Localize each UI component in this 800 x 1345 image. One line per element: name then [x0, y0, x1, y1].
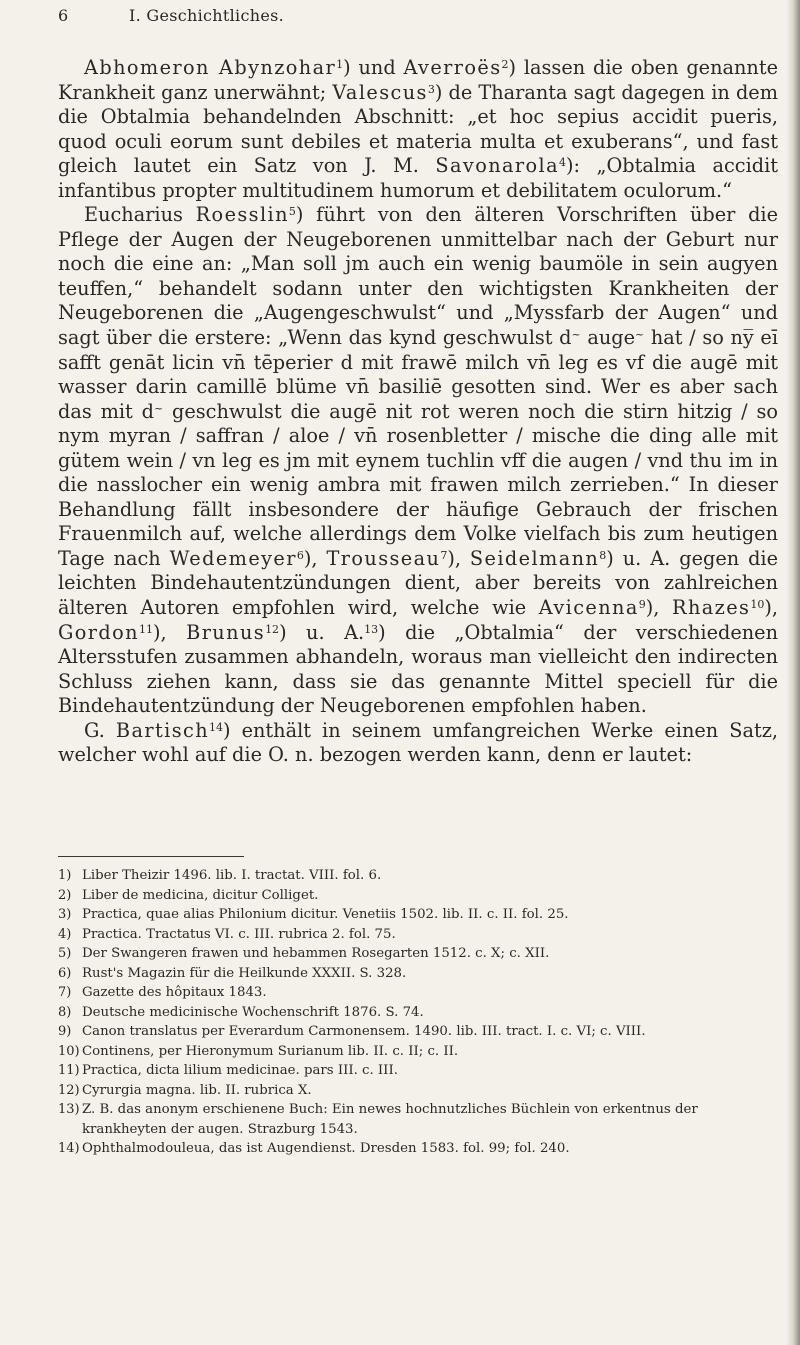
footnote-ref: 6 [296, 548, 304, 562]
footnote-ref: 13 [364, 622, 379, 636]
footnote-text: Continens, per Hieronymum Surianum lib. II. c. II; c. II. [82, 1043, 459, 1059]
author-name: Roesslin [195, 203, 289, 227]
footnote-ref: 3 [427, 82, 435, 96]
footnote-ref: 1 [336, 58, 344, 71]
body-text [58, 56, 778, 768]
footnote-number: 5) [58, 946, 72, 961]
footnote-text: Canon translatus per Everardum Carmonensem. 1490. lib. III. tract. I. c. VI; c. VIII. [82, 1024, 646, 1039]
author-name: Avicenna [538, 596, 639, 620]
footnote [58, 1081, 778, 1101]
footnotes [58, 866, 778, 1159]
footnote [58, 1061, 778, 1081]
footnote [58, 1003, 778, 1023]
footnote-ref: 12 [265, 622, 280, 636]
footnote [58, 983, 778, 1003]
footnote [58, 1100, 778, 1139]
footnote-ref: 9 [638, 598, 646, 612]
author-name: Rhazes [672, 596, 751, 620]
footnote-text: Cyrurgia magna. lib. II. rubrica X. [82, 1082, 312, 1098]
footnote-ref: 8 [599, 548, 607, 562]
footnote-ref: 10 [750, 598, 765, 612]
footnote-number: 4) [58, 926, 72, 942]
footnote-text: Liber Theizir 1496. lib. I. tractat. VIII. fol. 6. [82, 868, 382, 883]
author-name: Bartisch [115, 718, 210, 742]
footnote-ref: 11 [139, 622, 153, 636]
footnote-ref: ~ [153, 401, 164, 415]
footnote-rule [58, 856, 244, 857]
author-name: Brunus [186, 620, 266, 644]
footnote [58, 905, 778, 925]
footnote-number: 2) [58, 887, 72, 903]
author-name: Gordon [58, 620, 139, 644]
author-name: Abhomeron Abynzohar [84, 56, 337, 79]
footnote-ref: 5 [288, 205, 296, 219]
footnote [58, 944, 778, 964]
footnote [58, 1139, 778, 1159]
footnote-number: 1) [58, 868, 72, 883]
footnote [58, 886, 778, 906]
footnote-text: Ophthalmodouleua, das ist Augendienst. Dresden 1583. fol. 99; fol. 240. [82, 1141, 570, 1156]
footnote-ref: 2 [501, 58, 509, 71]
footnote-text: Der Swangeren frawen und hebammen Rosegarten 1512. c. X; c. XII. [82, 946, 550, 961]
footnote-number: 11) [58, 1063, 80, 1078]
page-number: 6 [58, 6, 69, 25]
footnote-text: Z. B. das anonym erschienene Buch: Ein newes hochnutzliches Büchlein von erkentnus der krankheyten der augen. Strazburg 1543. [82, 1102, 698, 1137]
footnote-number: 3) [58, 907, 72, 922]
footnote-ref: ~ [635, 328, 645, 342]
footnote-ref: ~ [571, 328, 581, 342]
footnote-text: Practica, quae alias Philonium dicitur. Venetiis 1502. lib. II. c. II. fol. 25. [82, 907, 569, 922]
footnote-number: 9) [58, 1024, 72, 1039]
footnote-text: Gazette des hôpitaux 1843. [82, 985, 267, 1000]
footnote [58, 925, 778, 945]
paragraph: G. Bartisch$^{14}$) enthält in seinem umfangreichen Werke einen Satz, welcher wohl auf die O. n. bezogen werden kann, denn er lautet: [58, 718, 778, 767]
author-name: Savonarola [435, 154, 560, 178]
footnote-number: 12) [58, 1082, 80, 1098]
author-name: Averroës [403, 56, 502, 79]
paragraph: Abhomeron Abynzohar$^1$) und Averroës$^2$) lassen die oben genannte Krankheit ganz unerwähnt; Valescus$^3$) de Tharanta sagt dagegen in dem die Obtalmia behandelnden Abschnitt: „et hoc sepius accidit pueris, quod oculi eorum sunt debiles et materia multa et exuberans“, und fast gleich lautet ein Satz von J. M. Savonarola$^4$): „Obtalmia accidit infantibus propter multitudinem humorum et debilitatem oculorum.“ [58, 56, 779, 202]
footnote-text: Liber de medicina, dicitur Colliget. [82, 887, 319, 903]
running-title: I. Geschichtliches. [129, 6, 284, 25]
footnote-number: 7) [58, 985, 72, 1000]
footnote-ref: 7 [440, 548, 448, 562]
footnote-number: 8) [58, 1004, 72, 1020]
footnote [58, 964, 778, 984]
paragraph: Eucharius Roesslin$^5$) führt von den älteren Vorschriften über die Pflege der Augen der Neugeborenen unmittelbar nach der Geburt nur noch die eine an: „Man soll jm auch ein wenig baumöle in sein augyen teuffen,“ behandelt sodann unter den wichtigsten Krankheiten der Neugeborenen die „Augengeschwulst“ und „Myssfarb der Augen“ und sagt über die erstere: „Wenn das kynd geschwulst d~ auge~ hat / so ny̅ eī safft genāt licin vn̄ tēperier d mit frawē milch vn̄ leg es vf die augē mit wasser darin camillē blüme vn̄ basiliē gesotten sind. Wer es aber sach das mit d~ geschwulst die augē nit rot weren noch die stirn hitzig / so nym myran / saffran / aloe / vn̄ rosenbletter / mische die ding alle mit gütem wein / vn leg es jm mit eynem tuchlin vff die augen / vnd thu im in die nasslocher ein wenig ambra mit frawen milch zerrieben.“ In dieser Behandlung fällt insbesondere der häufige Gebrauch der frischen Frauenmilch auf, welche allerdings dem Volke vielfach bis zum heutigen Tage nach Wedemeyer$^6$), Trousseau$^7$), Seidelmann$^8$) u. A. gegen die leichten Bindehautentzündungen dient, aber bereits von zahlreichen älteren Autoren empfohlen wird, welche wie Avicenna$^9$), Rhazes$^{10}$), Gordon$^{11}$), Brunus$^{12}$) u. A.$^{13}$) die „Obtalmia“ der verschiedenen Altersstufen zusammen abhandeln, woraus man vielleicht den indirecten Schluss ziehen kann, dass sie das genannte Mittel speciell für die Bindehautentzündung der Neugeborenen empfohlen haben. [58, 203, 779, 718]
author-name: Trousseau [326, 546, 441, 570]
footnote-number: 14) [58, 1141, 80, 1156]
footnote [58, 866, 778, 886]
author-name: Valescus [332, 80, 428, 104]
footnote-text: Rust's Magazin für die Heilkunde XXXII. S. 328. [82, 965, 407, 981]
footnote-number: 13) [58, 1102, 80, 1117]
author-name: Seidelmann [469, 546, 600, 570]
footnote [58, 1042, 778, 1062]
footnote [58, 1022, 778, 1042]
footnote-number: 6) [58, 965, 72, 981]
footnote-ref: 4 [559, 156, 567, 170]
author-name: Wedemeyer [169, 546, 297, 570]
footnote-number: 10) [58, 1043, 80, 1059]
scan-edge [786, 0, 800, 1345]
footnote-ref: 14 [209, 720, 224, 734]
footnote-text: Practica, dicta lilium medicinae. pars III. c. III. [82, 1063, 398, 1078]
running-head [58, 4, 778, 30]
footnote-text: Deutsche medicinische Wochenschrift 1876. S. 74. [82, 1004, 424, 1020]
footnote-text: Practica. Tractatus VI. c. III. rubrica 2. fol. 75. [82, 926, 396, 942]
